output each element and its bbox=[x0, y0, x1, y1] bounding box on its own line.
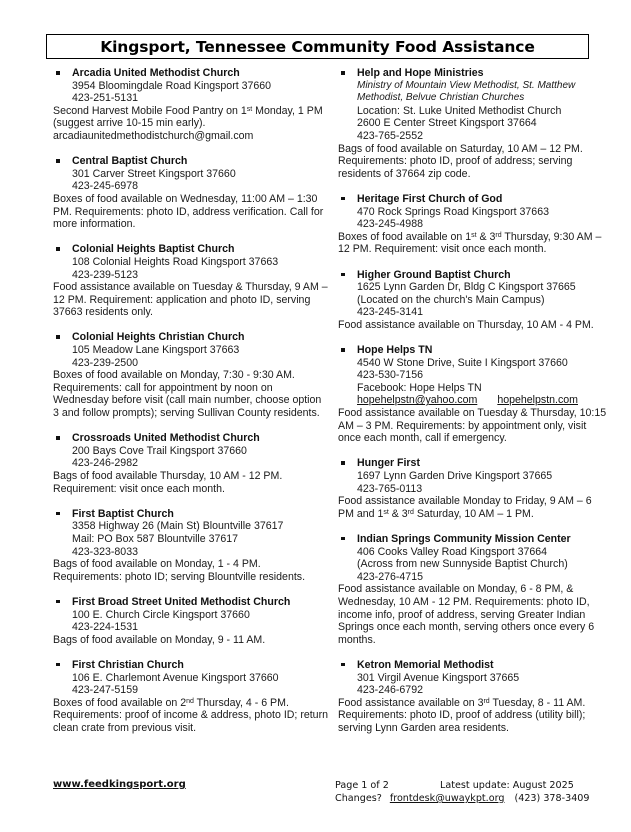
assistance-description bbox=[338, 697, 608, 735]
phone-number: 423-246-6792 bbox=[357, 684, 423, 697]
bullet-icon bbox=[56, 600, 60, 604]
listing-header bbox=[53, 331, 328, 369]
address-line: (Located on the church's Main Campus) bbox=[357, 293, 545, 306]
assistance-description bbox=[53, 558, 328, 583]
address-line: Mail: PO Box 587 Blountville 37617 bbox=[72, 532, 239, 545]
listing-first-baptist-church bbox=[53, 508, 328, 584]
description-text: Thursday, 9:30 AM – 12 PM. Requirement: visit once each month. bbox=[338, 230, 602, 256]
page-number: Page 1 of 2 bbox=[335, 780, 389, 791]
bullet-icon bbox=[56, 436, 60, 440]
listing-header bbox=[53, 659, 328, 697]
listing-first-christian-church bbox=[53, 659, 328, 735]
phone-number: 423-245-4988 bbox=[357, 218, 423, 231]
phone-number: 423-239-2500 bbox=[72, 356, 138, 369]
description-text: Food assistance available Monday to Friday, 9 AM – 6 PM and 1 bbox=[338, 495, 592, 520]
phone-number: 423-245-6978 bbox=[72, 180, 138, 193]
assistance-description bbox=[53, 697, 328, 735]
phone-number: 423-323-8033 bbox=[72, 545, 138, 558]
address-line: 470 Rock Springs Road Kingsport 37663 bbox=[357, 205, 549, 218]
bullet-icon bbox=[341, 348, 345, 352]
description-text: Tuesday, 8 - 11 AM. Requirements: photo ID, proof of address (utility bill); serving Lynn Garden area residents. bbox=[338, 696, 586, 734]
address-line: 301 Carver Street Kingsport 37660 bbox=[72, 167, 236, 180]
footer-info bbox=[335, 779, 590, 805]
bullet-icon bbox=[341, 273, 345, 277]
address-line: 3358 Highway 26 (Main St) Blountville 37617 bbox=[72, 520, 284, 533]
organization-name: Higher Ground Baptist Church bbox=[357, 268, 511, 281]
ordinal-suffix: rd bbox=[495, 231, 502, 239]
listing-help-and-hope-ministries bbox=[338, 67, 608, 180]
bullet-icon bbox=[341, 461, 345, 465]
description-text: Bags of food available on Saturday, 10 AM – 12 PM. Requirements: photo ID, proof of address; serving residents of 37664 zip code. bbox=[338, 142, 583, 180]
bullet-icon bbox=[341, 537, 345, 541]
address-line: 2600 E Center Street Kingsport 37664 bbox=[357, 117, 537, 130]
website-link[interactable]: hopehelpstn.com bbox=[497, 394, 578, 407]
website-link[interactable]: www.feedkingsport.org bbox=[53, 779, 186, 790]
listing-header bbox=[53, 155, 328, 193]
address-line: 1625 Lynn Garden Dr, Bldg C Kingsport 37665 bbox=[357, 281, 576, 294]
address-line: (Across from new Sunnyside Baptist Church) bbox=[357, 558, 568, 571]
listing-central-baptist-church bbox=[53, 155, 328, 231]
description-text: Boxes of food available on Monday, 7:30 - 9:30 AM. Requirements: call for appointment by noon on Wednesday before visit (call main number, choose option 3 and follow prompts); serving Sullivan County residents. bbox=[53, 369, 322, 420]
description-text: Boxes of food available on Wednesday, 11:00 AM – 1:30 PM. Requirements: photo ID, address verification. Call for more information. bbox=[53, 192, 324, 231]
assistance-description bbox=[338, 319, 608, 332]
listing-first-broad-street-united-methodist-church bbox=[53, 596, 328, 646]
listing-ketron-memorial-methodist bbox=[338, 659, 608, 735]
bullet-icon bbox=[56, 335, 60, 339]
phone-number: 423-245-3141 bbox=[357, 306, 423, 319]
assistance-description bbox=[338, 407, 608, 445]
ordinal-suffix: st bbox=[471, 231, 477, 239]
ordinal-suffix: st bbox=[246, 105, 253, 113]
description-text: Saturday, 10 AM – 1 PM. bbox=[413, 507, 534, 520]
listing-arcadia-united-methodist-church bbox=[53, 67, 328, 143]
address-line: 1697 Lynn Garden Drive Kingsport 37665 bbox=[357, 470, 553, 482]
organization-name: Hunger First bbox=[357, 457, 420, 470]
assistance-description bbox=[53, 369, 328, 419]
listing-header bbox=[338, 193, 608, 231]
description-text: & 3 bbox=[388, 507, 408, 520]
listing-header bbox=[338, 533, 608, 583]
assistance-description bbox=[338, 495, 608, 520]
address-line: 200 Bays Cove Trail Kingsport 37660 bbox=[72, 444, 247, 457]
bullet-icon bbox=[341, 663, 345, 667]
changes-phone: (423) 378-3409 bbox=[514, 793, 590, 804]
description-text: Food assistance available on Tuesday & Thursday, 9 AM – 12 PM. Requirement: application and photo ID, serving 37663 residents only. bbox=[53, 281, 328, 319]
bullet-icon bbox=[341, 197, 345, 201]
address-line: 100 E. Church Circle Kingsport 37660 bbox=[72, 608, 250, 621]
description-text: & 3 bbox=[476, 230, 496, 243]
assistance-description bbox=[53, 470, 328, 495]
changes-label: Changes? bbox=[335, 793, 382, 804]
listing-hunger-first bbox=[338, 457, 608, 520]
assistance-description bbox=[338, 143, 608, 181]
organization-name: Heritage First Church of God bbox=[357, 192, 503, 205]
description-text: Bags of food available Thursday, 10 AM - 12 PM. Requirement: visit once each month. bbox=[53, 470, 283, 495]
phone-number: 423-276-4715 bbox=[357, 570, 423, 583]
address-line: Facebook: Hope Helps TN bbox=[357, 381, 482, 394]
address-line: Location: St. Luke United Methodist Church bbox=[357, 104, 562, 117]
listing-header bbox=[53, 596, 328, 634]
organization-name: Hope Helps TN bbox=[357, 344, 433, 357]
page-title: Kingsport, Tennessee Community Food Assistance bbox=[100, 37, 535, 56]
assistance-description bbox=[53, 193, 328, 231]
listing-header bbox=[53, 432, 328, 470]
listing-header bbox=[338, 344, 608, 407]
phone-number: 423-765-2552 bbox=[357, 129, 423, 142]
bullet-icon bbox=[341, 71, 345, 75]
phone-number: 423-251-5131 bbox=[72, 92, 138, 105]
organization-name: Help and Hope Ministries bbox=[357, 67, 484, 79]
listing-colonial-heights-christian-church bbox=[53, 331, 328, 419]
listing-header bbox=[53, 508, 328, 558]
listing-header bbox=[338, 659, 608, 697]
description-text: Second Harvest Mobile Food Pantry on 1 bbox=[53, 104, 247, 117]
phone-number: 423-239-5123 bbox=[72, 268, 138, 281]
address-line: 4540 W Stone Drive, Suite I Kingsport 37660 bbox=[357, 356, 568, 369]
assistance-description bbox=[53, 105, 328, 130]
address-line: 105 Meadow Lane Kingsport 37663 bbox=[72, 344, 240, 357]
phone-number: 423-224-1531 bbox=[72, 621, 138, 634]
description-text: Food assistance available on Monday, 6 - 8 PM, & Wednesday, 10 AM - 12 PM. Requirements: photo ID, income info, proof of address, serving Greater Indian Springs once each month, serving others once every 6 months. bbox=[338, 583, 595, 646]
listing-header bbox=[53, 67, 328, 105]
address-line: 108 Colonial Heights Road Kingsport 37663 bbox=[72, 255, 279, 268]
right-column bbox=[338, 67, 608, 747]
organization-name: Crossroads United Methodist Church bbox=[72, 432, 260, 445]
organization-subtitle: Ministry of Mountain View Methodist, St. Matthew Methodist, Belvue Christian Churches bbox=[357, 79, 576, 104]
latest-update: Latest update: August 2025 bbox=[440, 780, 574, 791]
address-line: 301 Virgil Avenue Kingsport 37665 bbox=[357, 671, 520, 684]
ordinal-suffix: nd bbox=[186, 697, 194, 705]
organization-name: Indian Springs Community Mission Center bbox=[357, 532, 571, 545]
ordinal-suffix: rd bbox=[483, 697, 490, 705]
assistance-description bbox=[338, 583, 608, 646]
changes-email-link[interactable]: frontdesk@uwaykpt.org bbox=[389, 793, 505, 804]
description-text: Boxes of food available on 2 bbox=[53, 696, 187, 709]
organization-name: Colonial Heights Christian Church bbox=[72, 331, 245, 344]
organization-name: Colonial Heights Baptist Church bbox=[72, 243, 235, 256]
phone-number: 423-765-0113 bbox=[357, 482, 423, 495]
organization-name: Central Baptist Church bbox=[72, 155, 188, 168]
organization-name: Ketron Memorial Methodist bbox=[357, 658, 494, 671]
assistance-description bbox=[53, 281, 328, 319]
organization-name: Arcadia United Methodist Church bbox=[72, 67, 240, 79]
organization-name: First Broad Street United Methodist Church bbox=[72, 595, 291, 608]
description-text: Boxes of food available on 1 bbox=[338, 230, 472, 243]
bullet-icon bbox=[56, 247, 60, 251]
email-link[interactable]: hopehelpstn@yahoo.com bbox=[357, 394, 478, 407]
phone-number: 423-530-7156 bbox=[357, 369, 423, 382]
description-text: Food assistance available on 3 bbox=[338, 696, 484, 709]
ordinal-suffix: st bbox=[383, 508, 389, 516]
bullet-icon bbox=[56, 71, 60, 75]
organization-name: First Christian Church bbox=[72, 658, 184, 671]
title-box bbox=[46, 34, 589, 59]
ordinal-suffix: rd bbox=[407, 508, 414, 516]
listing-header bbox=[338, 67, 608, 143]
assistance-description bbox=[338, 231, 608, 256]
listing-header bbox=[53, 243, 328, 281]
address-line: 3954 Bloomingdale Road Kingsport 37660 bbox=[72, 79, 272, 92]
description-text: Thursday, 4 - 6 PM. Requirements: proof of income & address, photo ID; return clean crate from previous visit. bbox=[53, 696, 328, 734]
organization-name: First Baptist Church bbox=[72, 507, 174, 520]
left-column bbox=[53, 67, 328, 747]
description-text: Monday, 1 PM (suggest arrive 10-15 min early). bbox=[53, 104, 323, 130]
listing-heritage-first-church-of-god bbox=[338, 193, 608, 256]
listing-crossroads-united-methodist-church bbox=[53, 432, 328, 495]
bullet-icon bbox=[56, 159, 60, 163]
description-text: Food assistance available on Thursday, 10 AM - 4 PM. bbox=[338, 318, 594, 331]
listing-indian-springs-community-mission-center bbox=[338, 533, 608, 646]
links-row bbox=[357, 394, 608, 407]
phone-number: 423-247-5159 bbox=[72, 684, 138, 697]
phone-number: 423-246-2982 bbox=[72, 457, 138, 470]
bullet-icon bbox=[56, 663, 60, 667]
description-text: Food assistance available on Tuesday & Thursday, 10:15 AM – 3 PM. Requirements: by appointment only, visit once each month, call if emergency. bbox=[338, 407, 607, 445]
assistance-description bbox=[53, 634, 328, 647]
listing-header bbox=[338, 269, 608, 319]
address-line: 106 E. Charlemont Avenue Kingsport 37660 bbox=[72, 671, 279, 684]
listing-higher-ground-baptist-church bbox=[338, 269, 608, 332]
email-address[interactable]: arcadiaunitedmethodistchurch@gmail.com bbox=[53, 129, 254, 142]
description-text: Bags of food available on Monday, 1 - 4 PM. Requirements: photo ID; serving Blountville residents. bbox=[53, 558, 306, 583]
listing-hope-helps-tn bbox=[338, 344, 608, 445]
listing-header bbox=[338, 457, 608, 495]
address-line: 406 Cooks Valley Road Kingsport 37664 bbox=[357, 545, 548, 558]
bullet-icon bbox=[56, 512, 60, 516]
description-text: Bags of food available on Monday, 9 - 11 AM. bbox=[53, 633, 266, 646]
listing-colonial-heights-baptist-church bbox=[53, 243, 328, 319]
